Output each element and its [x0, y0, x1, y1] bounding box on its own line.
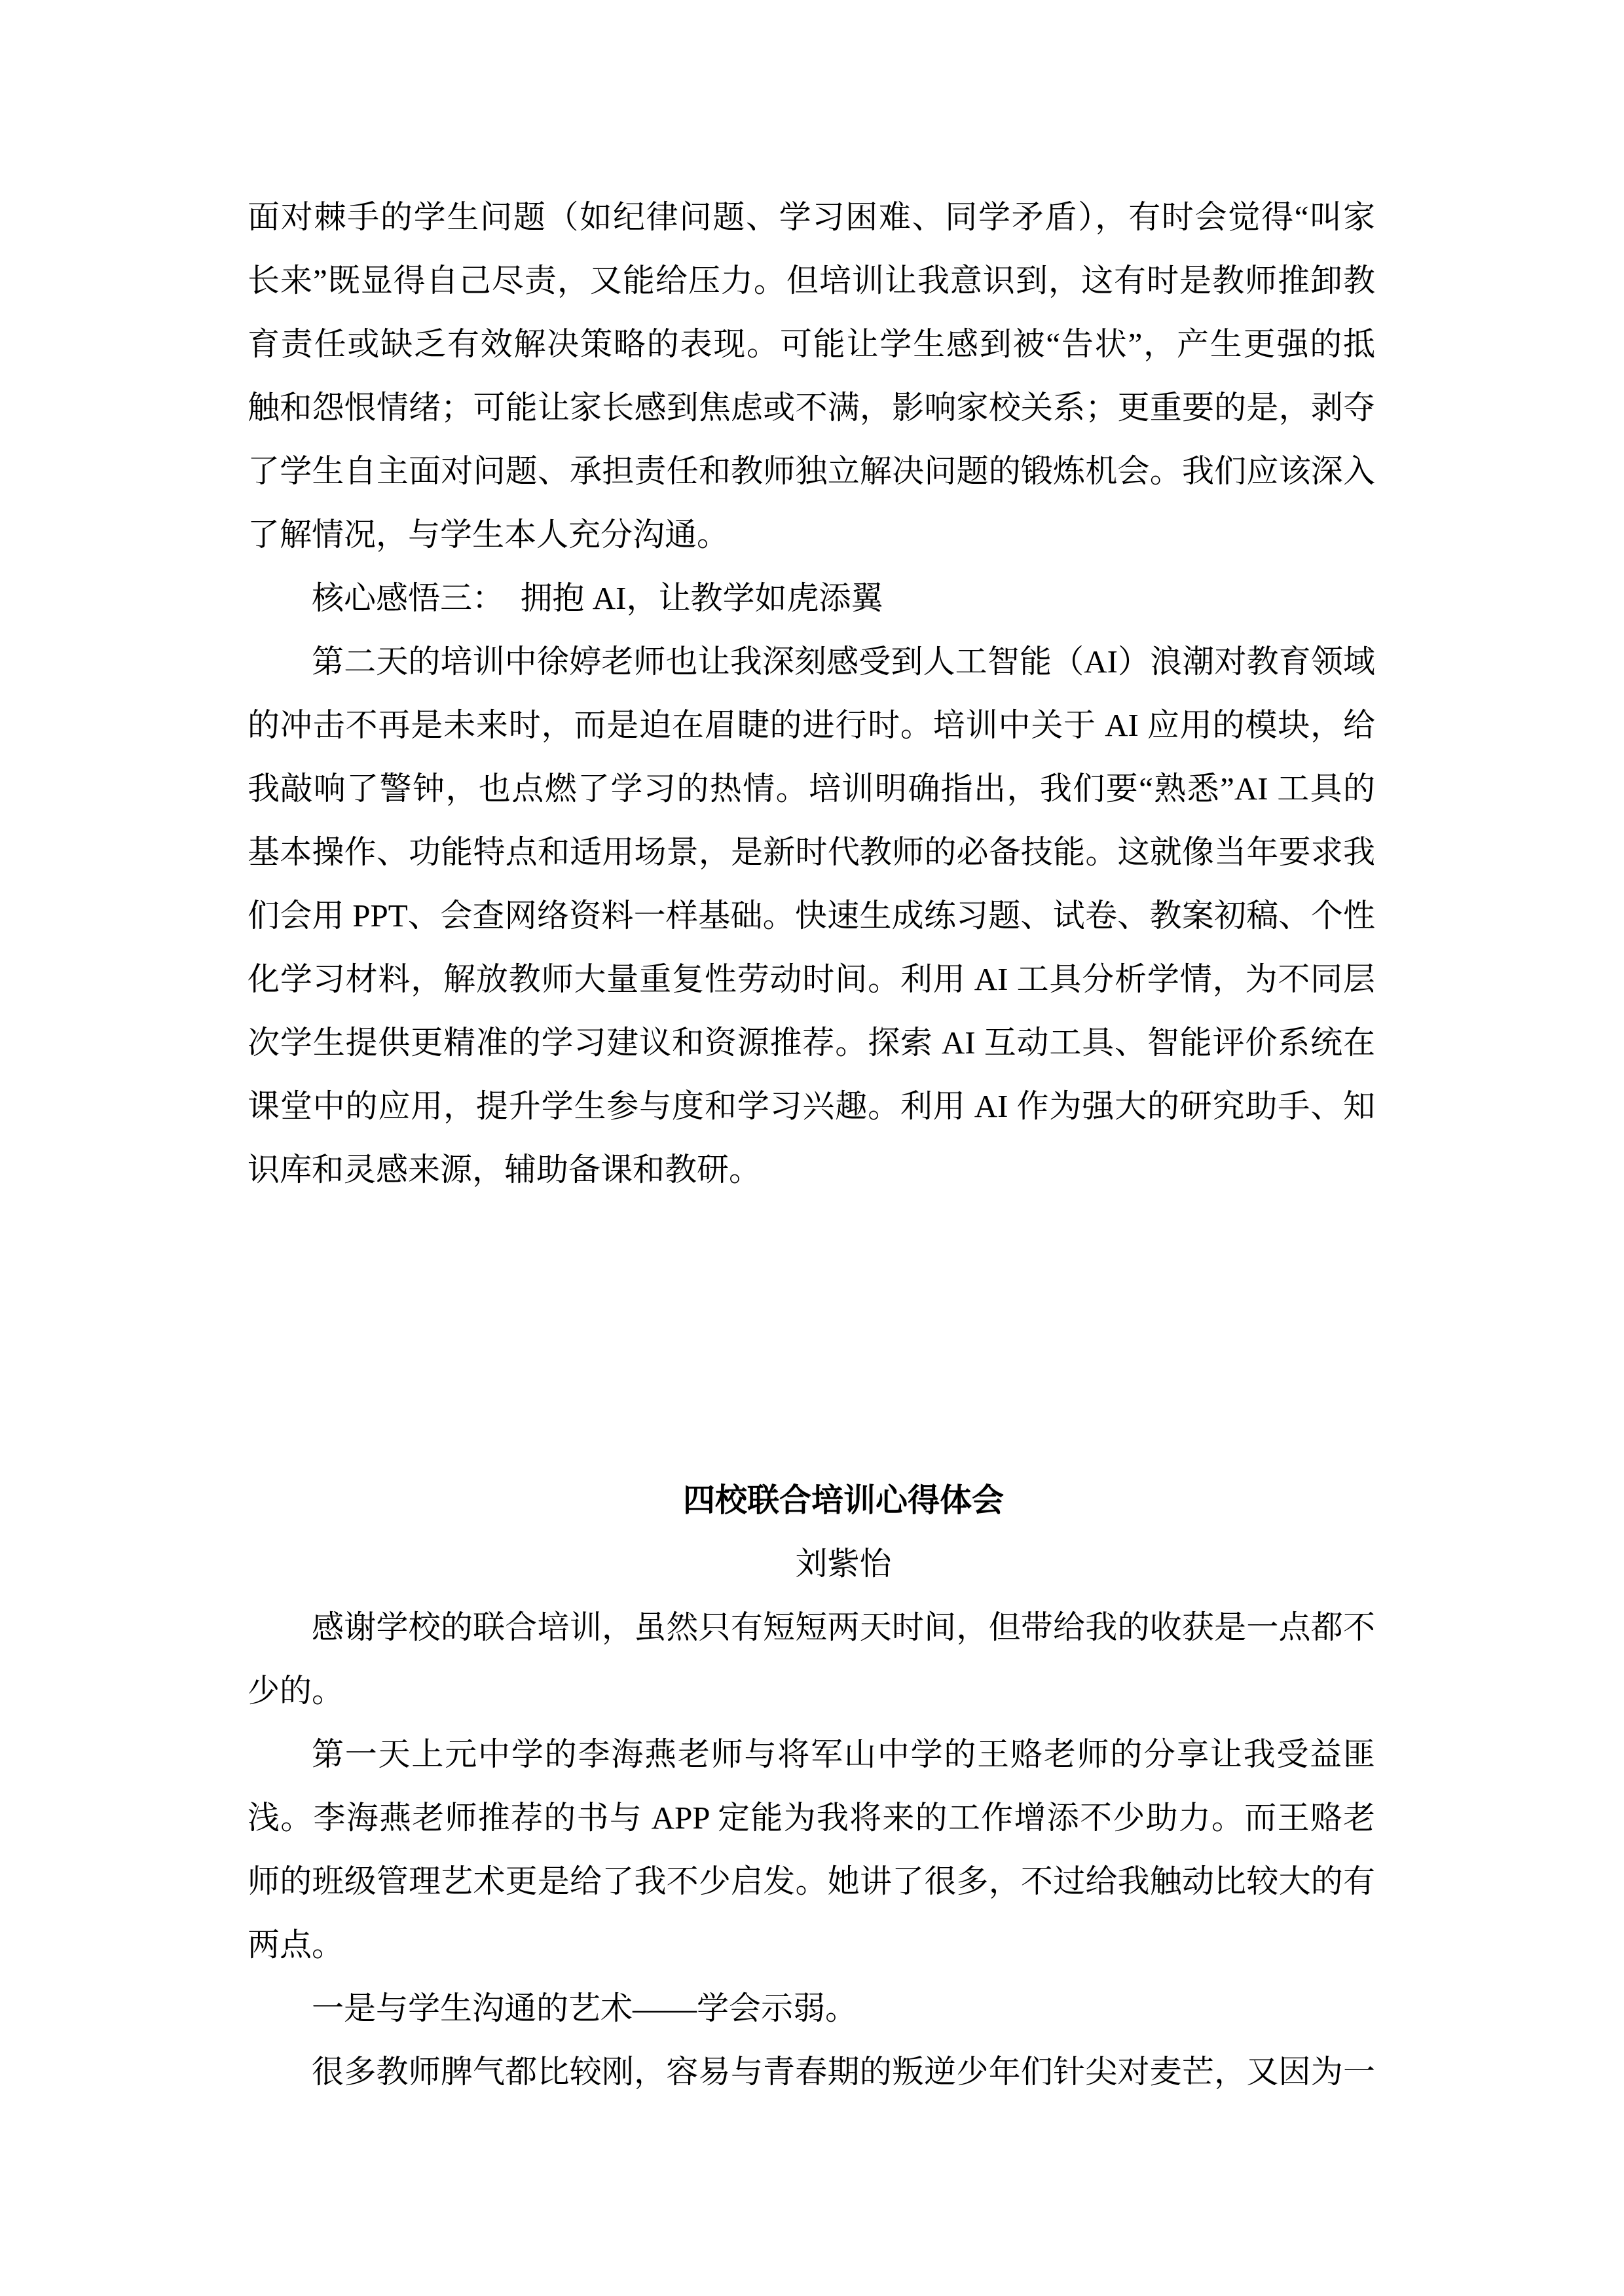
text-line: 浅。李海燕老师推荐的书与 APP 定能为我将来的工作增添不少助力。而王赂老: [248, 1800, 1375, 1836]
subheading-line: 核心感悟三： 拥抱 AI，让教学如虎添翼: [312, 580, 883, 616]
text-line: 两点。: [248, 1927, 344, 1963]
document-title: 四校联合培训心得体会: [682, 1482, 1004, 1518]
text-line: 一是与学生沟通的艺术——学会示弱。: [312, 1990, 858, 2026]
text-line: 育责任或缺乏有效解决策略的表现。可能让学生感到被“告状”，产生更强的抵: [248, 326, 1375, 362]
document-body: [248, 185, 1375, 2104]
text-line: 我敲响了警钟，也点燃了学习的热情。培训明确指出，我们要“熟悉”AI 工具的: [248, 771, 1375, 807]
text-line: 次学生提供更精准的学习建议和资源推荐。探索 AI 互动工具、智能评价系统在: [248, 1025, 1375, 1061]
text-line: 了解情况，与学生本人充分沟通。: [248, 517, 729, 553]
text-line: 师的班级管理艺术更是给了我不少启发。她讲了很多，不过给我触动比较大的有: [248, 1863, 1375, 1899]
text-line: 化学习材料，解放教师大量重复性劳动时间。利用 AI 工具分析学情，为不同层: [248, 961, 1375, 997]
text-line: 很多教师脾气都比较刚，容易与青春期的叛逆少年们针尖对麦芒，又因为一: [312, 2054, 1375, 2090]
text-line: 触和怨恨情绪；可能让家长感到焦虑或不满，影响家校关系；更重要的是，剥夺: [248, 390, 1375, 426]
text-line: 基本操作、功能特点和适用场景，是新时代教师的必备技能。这就像当年要求我: [248, 834, 1375, 870]
text-line: 长来”既显得自己尽责，又能给压力。但培训让我意识到，这有时是教师推卸教: [248, 263, 1375, 299]
text-line: 面对棘手的学生问题（如纪律问题、学习困难、同学矛盾），有时会觉得“叫家: [248, 199, 1375, 235]
text-line: 识库和灵感来源，辅助备课和教研。: [248, 1152, 762, 1188]
text-line: 少的。: [248, 1673, 344, 1709]
author-name: 刘紫怡: [795, 1546, 892, 1582]
text-line: 的冲击不再是未来时，而是迫在眉睫的进行时。培训中关于 AI 应用的模块，给: [248, 707, 1375, 743]
section-gap: [248, 1201, 1375, 1468]
text-line: 们会用 PPT、会查网络资料一样基础。快速生成练习题、试卷、教案初稿、个性: [248, 898, 1375, 934]
text-line: 了学生自主面对问题、承担责任和教师独立解决问题的锻炼机会。我们应该深入: [248, 453, 1375, 489]
text-line: 感谢学校的联合培训，虽然只有短短两天时间，但带给我的收获是一点都不: [312, 1609, 1375, 1645]
text-line: 课堂中的应用，提升学生参与度和学习兴趣。利用 AI 作为强大的研究助手、知: [248, 1088, 1375, 1124]
text-line: 第二天的培训中徐婷老师也让我深刻感受到人工智能（AI）浪潮对教育领域: [312, 644, 1375, 680]
text-line: 第一天上元中学的李海燕老师与将军山中学的王赂老师的分享让我受益匪: [312, 1736, 1375, 1772]
